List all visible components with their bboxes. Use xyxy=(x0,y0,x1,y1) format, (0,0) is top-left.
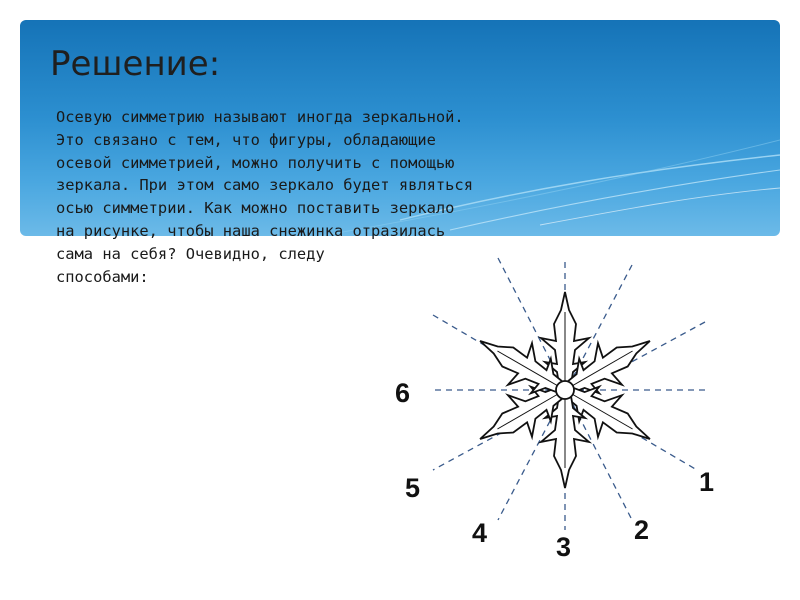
snowflake-figure xyxy=(385,248,745,568)
axis-label-6: 6 xyxy=(395,378,411,408)
paragraph-line: на рисунке, чтобы наша снежинка отразилась xyxy=(56,221,446,240)
paragraph-line: зеркала. При этом само зеркало будет являться xyxy=(56,176,473,195)
slide-title: Решение: xyxy=(50,44,221,84)
axis-label-4: 4 xyxy=(472,518,488,548)
paragraph-line: осевой симметрией, можно получить с помощью xyxy=(56,153,455,172)
axis-label-1: 1 xyxy=(699,467,715,497)
snowflake-center xyxy=(556,381,574,399)
paragraph-line: осью симметрии. Как можно поставить зеркало xyxy=(56,199,455,218)
axis-label-3: 3 xyxy=(556,532,572,562)
paragraph-line: Осевую симметрию называют иногда зеркальной. xyxy=(56,108,464,126)
paragraph-line: способами: xyxy=(56,267,149,286)
paragraph-line: Это связано с тем, что фигуры, обладающие xyxy=(56,130,436,149)
axis-label-2: 2 xyxy=(634,515,650,545)
axis-label-5: 5 xyxy=(405,473,421,503)
paragraph-line: сама на себя? Очевидно, следу xyxy=(56,244,325,263)
